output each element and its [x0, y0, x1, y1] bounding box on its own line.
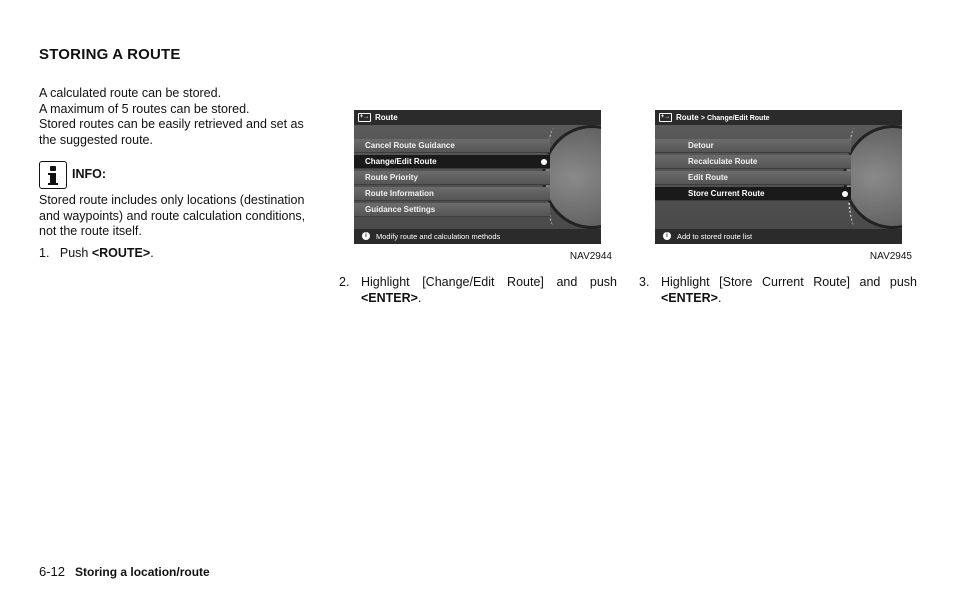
- screen-title-bar: [354, 110, 601, 125]
- status-text: Modify route and calculation methods: [376, 232, 501, 241]
- menu-item-store-current-route[interactable]: Store Current Route: [655, 187, 851, 201]
- menu-item-detour[interactable]: Detour: [655, 139, 851, 153]
- step-text: Highlight [Change/Edit Route] and push: [361, 275, 617, 289]
- step-number: 2.: [339, 275, 350, 289]
- menu-item-guidance-settings[interactable]: Guidance Settings: [354, 203, 550, 217]
- info-text: Stored route includes only locations (destination and waypoints) and route calculation conditions, not the route itself.: [39, 193, 306, 238]
- step-key: <ENTER>: [661, 290, 718, 305]
- info-circle-icon: i: [663, 232, 671, 240]
- info-heading: [39, 161, 319, 189]
- step-2: [339, 275, 617, 306]
- step-punct: .: [717, 290, 722, 305]
- step-1: [39, 246, 319, 262]
- intro-line: Stored routes can be easily retrieved and set as the suggested route.: [39, 117, 304, 147]
- step-text: Highlight [Store Current Route] and push: [661, 275, 917, 289]
- figure-caption: NAV2944: [569, 251, 612, 262]
- info-icon: [39, 161, 67, 189]
- intro-line: A maximum of 5 routes can be stored.: [39, 101, 250, 116]
- step-text: Push: [59, 245, 92, 260]
- left-column: [39, 86, 319, 261]
- screen-title-bar: [655, 110, 902, 125]
- info-circle-icon: i: [362, 232, 370, 240]
- step-3: [639, 275, 917, 306]
- step-key: <ENTER>: [361, 290, 418, 305]
- page-number: 6-12: [39, 564, 66, 579]
- step-key-line: [661, 291, 917, 307]
- route-menu-icon: +→: [359, 114, 370, 120]
- page-footer-title: Storing a location/route: [75, 565, 210, 579]
- figure-caption: NAV2945: [869, 251, 912, 262]
- intro-line: A calculated route can be stored.: [39, 86, 222, 100]
- menu-item-edit-route[interactable]: Edit Route: [655, 171, 851, 185]
- step-number: 1.: [39, 245, 50, 260]
- step-key: <ROUTE>: [91, 245, 151, 260]
- screen-status-bar: [354, 229, 601, 244]
- screen-title: Route: [676, 113, 699, 122]
- nav-screen-route-menu: [354, 110, 601, 244]
- nav-screen-change-edit-route: [655, 110, 902, 244]
- menu-item-recalculate-route[interactable]: Recalculate Route: [655, 155, 851, 169]
- screen-title: Route: [375, 113, 398, 122]
- menu-item-route-priority[interactable]: Route Priority: [354, 171, 550, 185]
- step-number: 3.: [639, 275, 650, 289]
- menu-item-route-information[interactable]: Route Information: [354, 187, 550, 201]
- intro-text: [39, 86, 319, 148]
- section-title: STORING A ROUTE: [39, 46, 181, 63]
- route-menu-icon: +→: [660, 114, 671, 120]
- step-key-line: [361, 291, 617, 307]
- step-punct: .: [417, 290, 422, 305]
- menu-item-cancel-route-guidance[interactable]: Cancel Route Guidance: [354, 139, 550, 153]
- menu-item-change-edit-route[interactable]: Change/Edit Route: [354, 155, 550, 169]
- status-text: Add to stored route list: [677, 232, 753, 241]
- step-punct: .: [150, 245, 154, 260]
- info-label: INFO:: [72, 167, 107, 182]
- screen-status-bar: [655, 229, 902, 244]
- page-footer: [39, 564, 210, 579]
- screen-breadcrumb: > Change/Edit Route: [700, 115, 770, 122]
